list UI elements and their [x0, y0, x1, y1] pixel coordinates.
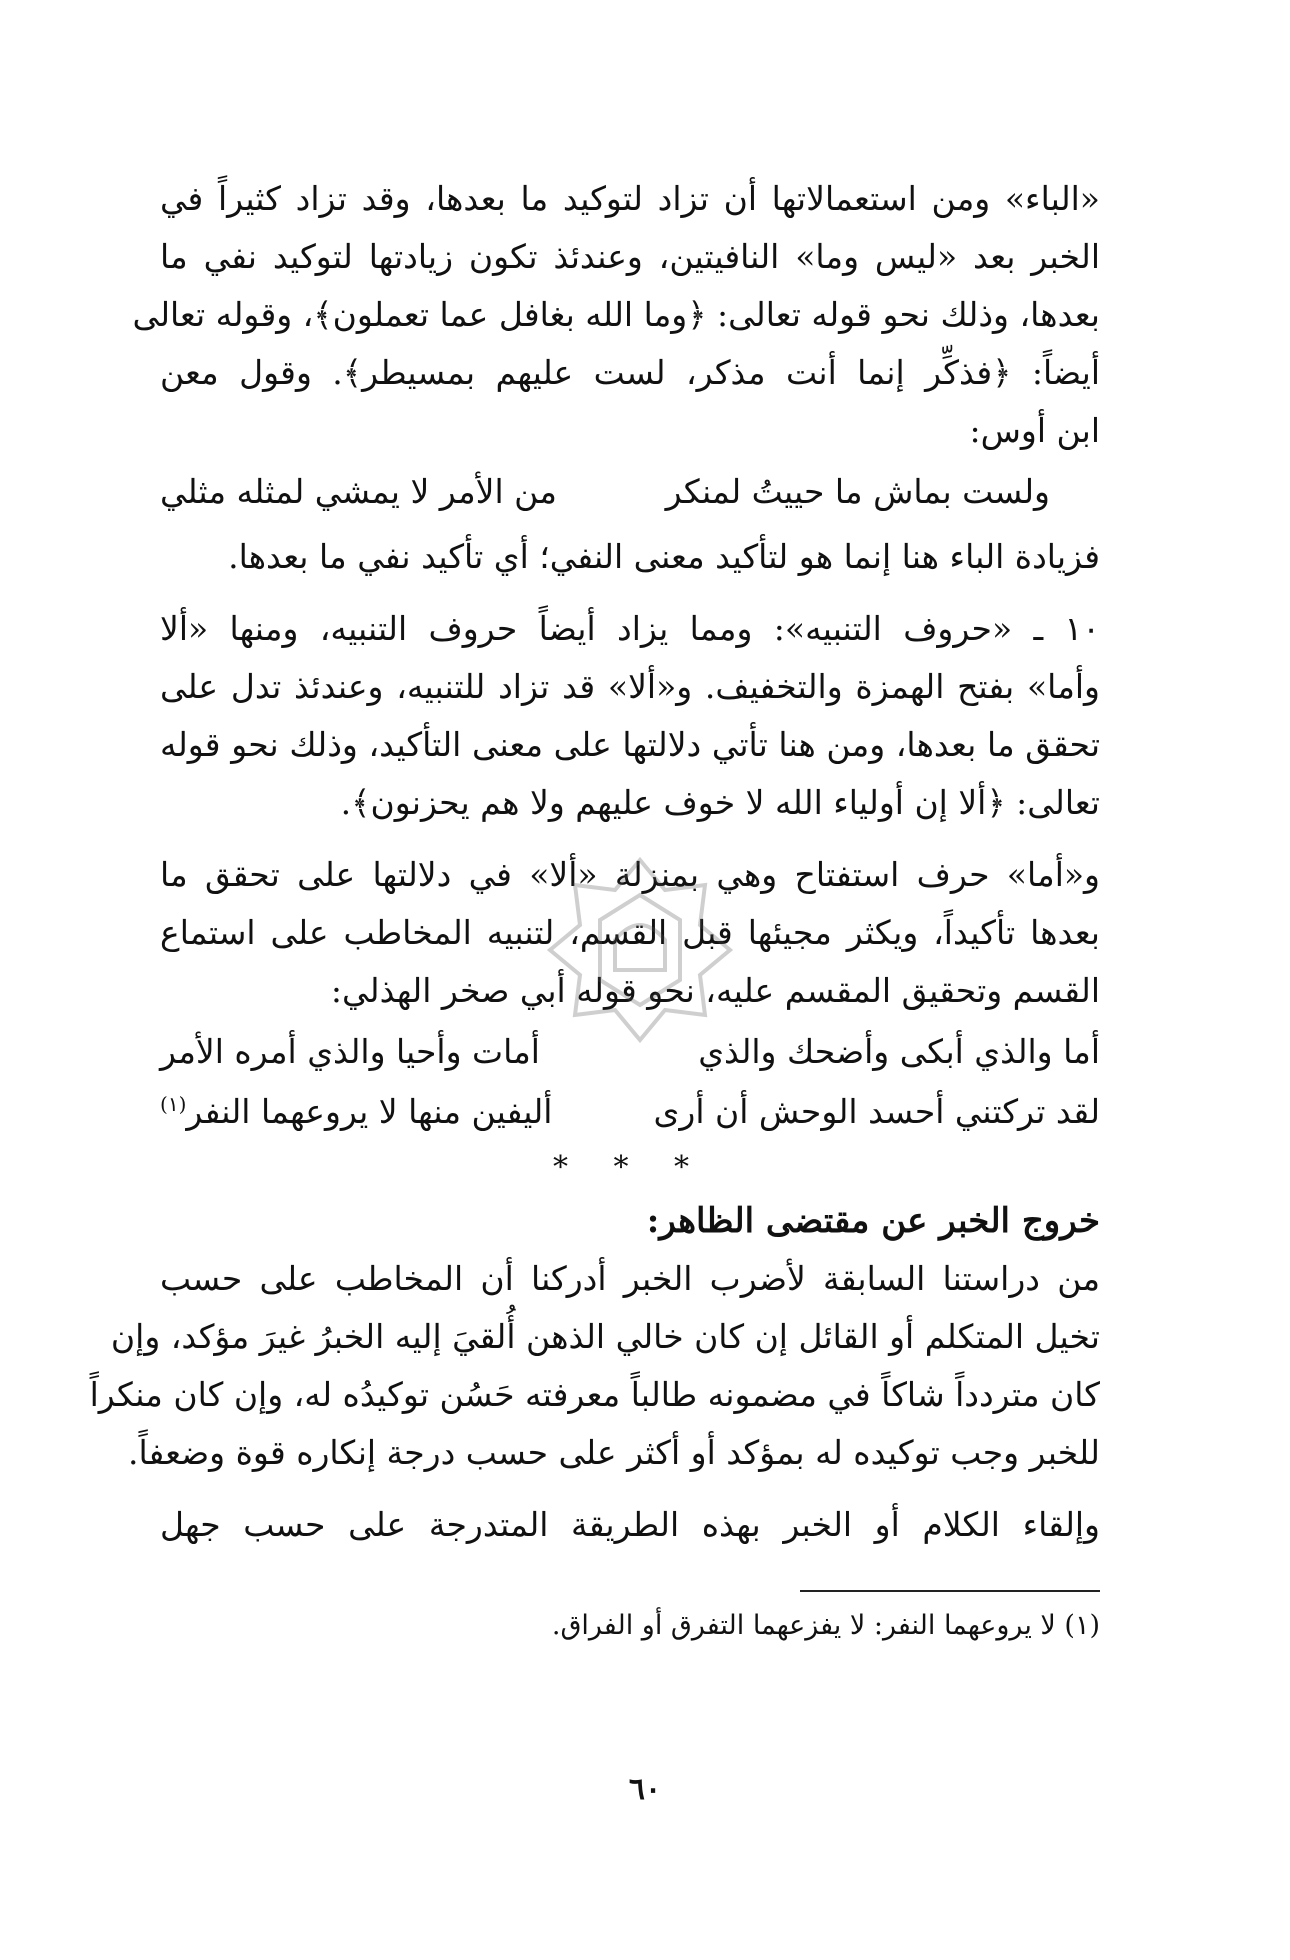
text-line: ابن أوس:: [969, 411, 1100, 450]
section-divider-stars: * * *: [552, 1150, 708, 1185]
text-line: تخيل المتكلم أو القائل إن كان خالي الذهن أُلقيَ إليه الخبرُ غيرَ مؤكد، وإن: [110, 1317, 1100, 1356]
paragraph-ba: [132, 170, 1100, 460]
paragraph-ilqa: [160, 1496, 1100, 1554]
text-line: وإلقاء الكلام أو الخبر بهذه الطريقة المتدرجة على حسب جهل: [160, 1505, 1100, 1544]
book-page: [89, 170, 1100, 1646]
text-line: من دراستنا السابقة لأضرب الخبر أدركنا أن المخاطب على حسب: [160, 1259, 1100, 1298]
verse-first-hemistich: ولست بماش ما حييتُ لمنكر: [665, 472, 1050, 511]
verse-second-hemistich: [160, 1082, 592, 1142]
paragraph-tanbih: [160, 600, 1100, 832]
text-line: القسم وتحقيق المقسم عليه، نحو قوله أبي صخر الهذلي:: [330, 971, 1100, 1010]
text-line: فزيادة الباء هنا إنما هو لتأكيد معنى النفي؛ أي تأكيد نفي ما بعدها.: [228, 537, 1100, 576]
text-line: أيضاً: ﴿فذكِّر إنما أنت مذكر، لست عليهم بمسيطر﴾. وقول معن: [160, 353, 1100, 392]
text-line: للخبر وجب توكيده له بمؤكد أو أكثر على حسب درجة إنكاره قوة وضعفاً.: [128, 1433, 1100, 1472]
section-heading: خروج الخبر عن مقتضى الظاهر:: [646, 1201, 1100, 1241]
footnote-marker[interactable]: (١): [160, 1092, 187, 1116]
verse-first-hemistich: لقد تركتني أحسد الوحش أن أرى: [653, 1092, 1100, 1131]
paragraph-amma: [160, 846, 1100, 1020]
footnote: (١) لا يروعهما النفر: لا يفزعهما التفرق أو الفراق.: [551, 1610, 1100, 1641]
verse-second-hemistich: أمات وأحيا والذي أمره الأمر: [160, 1032, 540, 1071]
verse-line: [160, 1022, 1100, 1082]
paragraph-khabar: [89, 1250, 1100, 1482]
text-line: وأما» بفتح الهمزة والتخفيف. و«ألا» قد تزاد للتنبيه، وعندئذ تدل على: [160, 667, 1100, 706]
verse-line: [160, 1082, 1100, 1142]
verse-text: أليفين منها لا يروعهما النفر: [186, 1092, 553, 1131]
paragraph-ba-explanation: [160, 528, 1100, 586]
footnote-separator: [800, 1590, 1100, 1592]
text-line: «الباء» ومن استعمالاتها أن تزاد لتوكيد ما بعدها، وقد تزاد كثيراً في: [160, 179, 1100, 218]
verse-first-hemistich: أما والذي أبكى وأضحك والذي: [698, 1032, 1100, 1071]
text-line: الخبر بعد «ليس وما» النافيتين، وعندئذ تكون زيادتها لتوكيد نفي ما: [160, 237, 1100, 276]
text-line: تحقق ما بعدها، ومن هنا تأتي دلالتها على معنى التأكيد، وذلك نحو قوله: [160, 725, 1100, 764]
page-number: ٦٠: [628, 1772, 662, 1807]
text-line: بعدها تأكيداً، ويكثر مجيئها قبل القسم، لتنبيه المخاطب على استماع: [160, 913, 1100, 952]
text-line: ١٠ ـ «حروف التنبيه»: ومما يزاد أيضاً حروف التنبيه، ومنها «ألا: [160, 609, 1100, 648]
text-line: تعالى: ﴿ألا إن أولياء الله لا خوف عليهم ولا هم يحزنون﴾.: [340, 783, 1100, 822]
text-line: بعدها، وذلك نحو قوله تعالى: ﴿وما الله بغافل عما تعملون﴾، وقوله تعالى: [132, 295, 1100, 334]
text-line: كان متردداً شاكاً في مضمونه طالباً معرفته حَسُن توكيدُه له، وإن كان منكراً: [89, 1375, 1100, 1414]
verse-second-hemistich: من الأمر لا يمشي لمثله مثلي: [160, 472, 557, 511]
verse-line: [160, 462, 1100, 522]
poem-abu-sakhr: [160, 1022, 1100, 1142]
text-line: و«أما» حرف استفتاح وهي بمنزلة «ألا» في دلالتها على تحقق ما: [160, 855, 1100, 894]
verse-maan-ibn-aws: [160, 462, 1100, 522]
